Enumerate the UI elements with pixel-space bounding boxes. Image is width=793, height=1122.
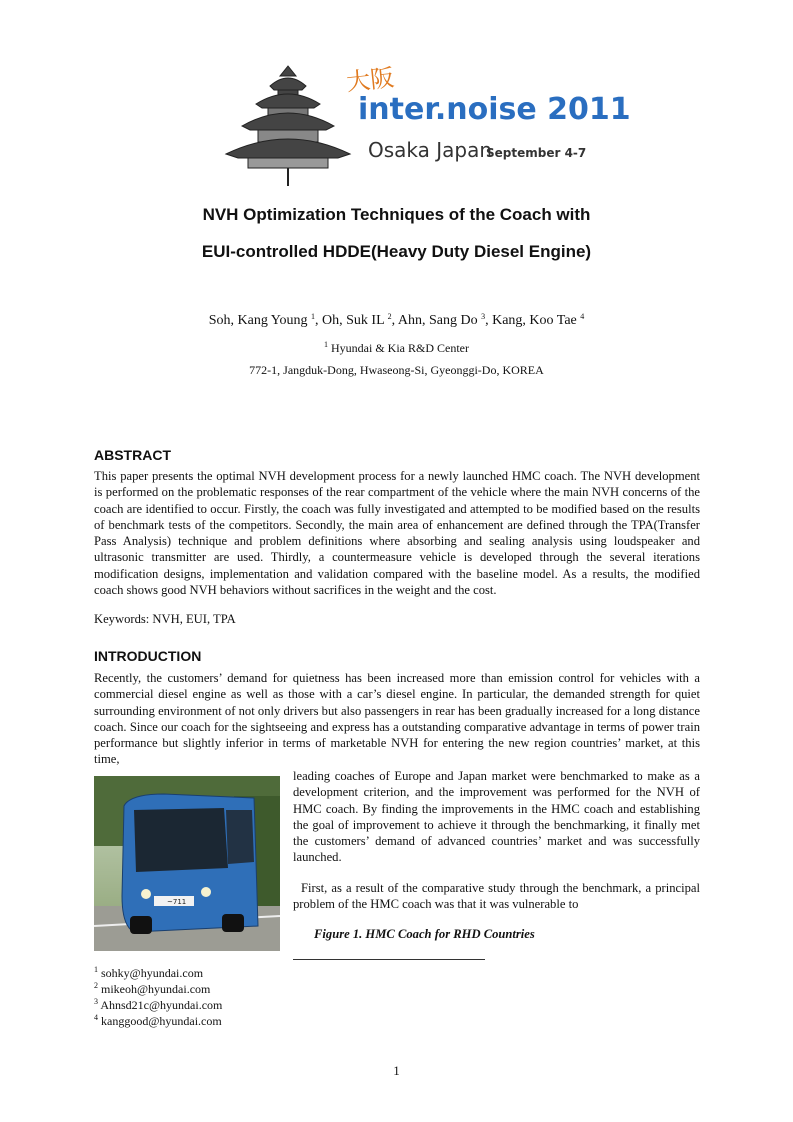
footnote-sup: 4 bbox=[94, 1013, 98, 1022]
author-sup: 3 bbox=[481, 312, 486, 321]
affiliation-sup: 1 bbox=[324, 340, 328, 349]
footnote-sup: 3 bbox=[94, 997, 98, 1006]
introduction-text: Recently, the customers’ demand for quietness has been increased more than emission control for vehicles with a commercial diesel engine as well as those with a car’s diesel engine. In particular, the demanded strength for quiet surrounding environment of not only drivers but also passengers in rear has been gradually increased for a long distance coach. Since our coach for the sightseeing and express has a outstanding comparative advantage in terms of power train performance but slightly inferior in terms of marketable NVH for entering the new region countries’ market, at this time, bbox=[94, 671, 700, 767]
footnote bbox=[94, 1013, 222, 1029]
paper-title-line-1: NVH Optimization Techniques of the Coach with bbox=[202, 205, 591, 224]
page-number: 1 bbox=[393, 1063, 400, 1078]
osaka-castle-icon bbox=[218, 56, 358, 188]
author-sup: 1 bbox=[311, 312, 316, 321]
introduction-heading: INTRODUCTION bbox=[94, 648, 202, 664]
address: 772-1, Jangduk-Dong, Hwaseong-Si, Gyeonggi-Do, KOREA bbox=[249, 363, 544, 377]
abstract-heading: ABSTRACT bbox=[94, 447, 171, 463]
author-name: , Oh, Suk IL bbox=[315, 313, 388, 328]
license-plate: ~711 bbox=[167, 898, 187, 906]
footnote-email: sohky@hyundai.com bbox=[98, 966, 204, 980]
introduction-side-text: leading coaches of Europe and Japan market were benchmarked to make as a development criterion, and the improvement was performed for the NVH of HMC coach. By finding the improvements in the HMC coach and establishing the goal of improvement to achieve it through the benchmarking, it finally met the customers’ demand of advanced countries’ market and was successfully launched. bbox=[293, 769, 700, 865]
footnote-sup: 1 bbox=[94, 965, 98, 974]
author-sup: 4 bbox=[580, 312, 585, 321]
affiliation bbox=[0, 341, 793, 356]
footnote-email: Ahnsd21c@hyundai.com bbox=[98, 998, 223, 1012]
abstract-text: This paper presents the optimal NVH development process for a newly launched HMC coach. The NVH development is performed on the problematic responses of the rear compartment of the vehicle where the main NVH concerns of the coach are identified to occur. Firstly, the coach was fully investigated and attempted to be modified based on the results of benchmark tests of the competitors. Secondly, the main area of enhancement are defined through the TPA(Transfer Pass Analysis) technique and problem definitions where absorbing and sealing analysis using loudspeaker and ultrasonic transmitter are used. Thirdly, a countermeasure vehicle is developed through the several iterations modification designs, implementation and validation compared with the baseline model. As a results, the modified coach shows good NVH behaviors without sacrifices in the weight and the cost. bbox=[94, 469, 700, 598]
footnote-separator bbox=[293, 959, 485, 960]
footnote bbox=[94, 965, 222, 981]
footnotes bbox=[94, 965, 222, 1029]
logo-city: Osaka Japan bbox=[368, 138, 493, 162]
author-name: , Ahn, Sang Do bbox=[391, 313, 482, 328]
keywords: Keywords: NVH, EUI, TPA bbox=[94, 612, 236, 626]
author-list bbox=[0, 313, 793, 329]
footnote-sup: 2 bbox=[94, 981, 98, 990]
conference-logo bbox=[218, 56, 631, 188]
logo-kanji: 大阪 bbox=[344, 63, 396, 97]
logo-dates: September 4-7 bbox=[486, 146, 587, 160]
paper-title-line-2: EUI-controlled HDDE(Heavy Duty Diesel Engine) bbox=[201, 242, 592, 261]
logo-brand: inter.noise 2011 bbox=[358, 92, 631, 127]
author-sup: 2 bbox=[387, 312, 392, 321]
affiliation-text: Hyundai & Kia R&D Center bbox=[328, 341, 469, 355]
figure-caption: Figure 1. HMC Coach for RHD Countries bbox=[314, 927, 535, 941]
footnote bbox=[94, 997, 222, 1013]
author-name: , Kang, Koo Tae bbox=[485, 313, 581, 328]
footnote-email: kanggood@hyundai.com bbox=[98, 1014, 222, 1028]
footnote bbox=[94, 981, 222, 997]
introduction-side-text-2: First, as a result of the comparative study through the benchmark, a principal problem of the HMC coach was that it was vulnerable to bbox=[293, 881, 700, 912]
footnote-email: mikeoh@hyundai.com bbox=[98, 982, 211, 996]
coach-photo bbox=[94, 776, 280, 951]
author-name: Soh, Kang Young bbox=[208, 313, 312, 328]
bus-shape bbox=[122, 794, 258, 934]
